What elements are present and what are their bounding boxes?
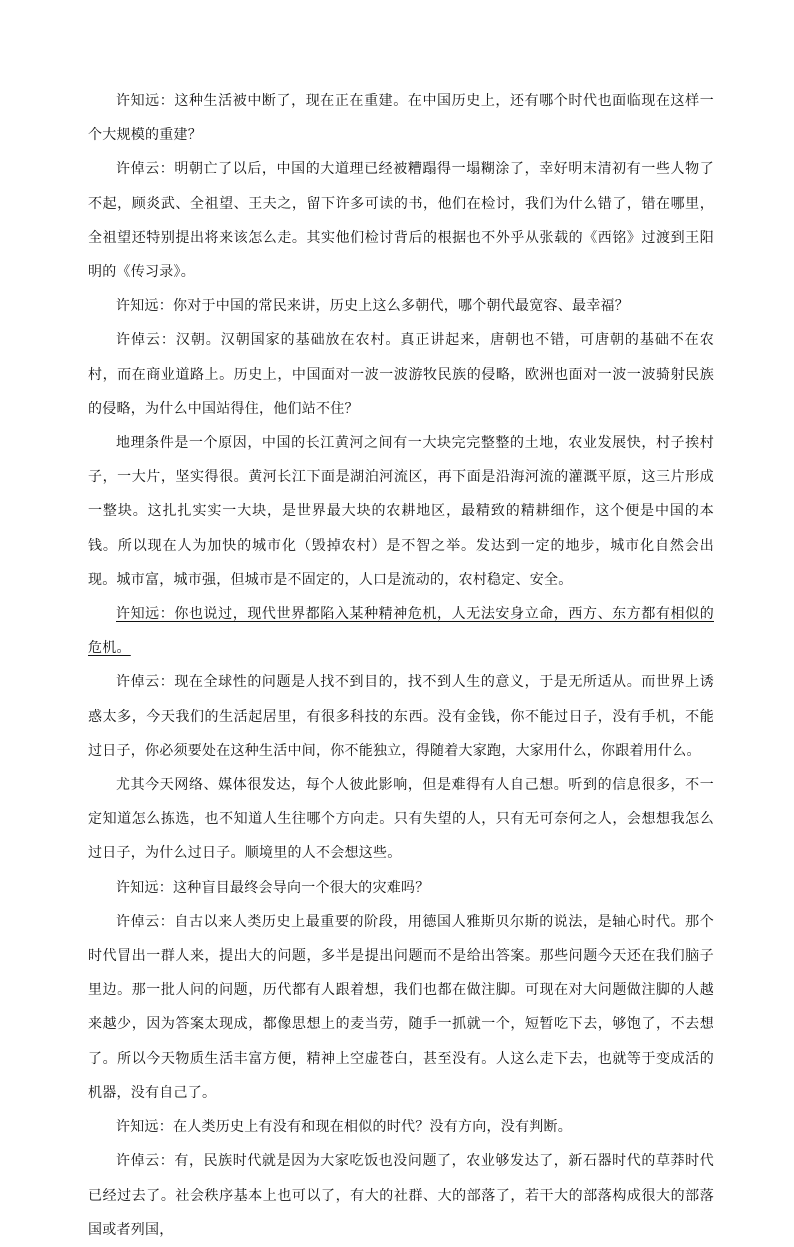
paragraph-11: 许知远：在人类历史上有没有和现在相似的时代？没有方向，没有判断。 (116, 1119, 572, 1136)
paragraph-6: 许知远：你也说过，现代世界都陷入某种精神危机，人无法安身立命，西方、东方都有相似的危机。 (88, 606, 714, 657)
paragraph-5: 地理条件是一个原因，中国的长江黄河之间有一大块完完整整的土地，农业发展快，村子挨村子，一大片，坚实得很。黄河长江下面是湖泊河流区，再下面是沿海河流的灌溉平原，这三片形成一整块。这扎扎实实一大块，是世界最大块的农耕地区，最精致的精耕细作，这个便是中国的本钱。所以现在人为加快的城市化（毁掉农村）是不智之举。发达到一定的地步，城市化自然会出现。城市富，城市强，但城市是不固定的，人口是流动的，农村稳定、安全。 (88, 435, 714, 588)
paragraph-4: 许倬云：汉朝。汉朝国家的基础放在农村。真正讲起来，唐朝也不错，可唐朝的基础不在农村，而在商业道路上。历史上，中国面对一波一波游牧民族的侵略，欧洲也面对一波一波骑射民族的侵略，为什么中国站得住，他们站不住？ (88, 332, 714, 417)
paragraph-8: 尤其今天网络、媒体很发达，每个人彼此影响，但是难得有人自己想。听到的信息很多，不一定知道怎么拣选，也不知道人生往哪个方向走。只有失望的人，只有无可奈何之人，会想想我怎么过日子，为什么过日子。顺境里的人不会想这些。 (88, 777, 714, 862)
paragraph-3: 许知远：你对于中国的常民来讲，历史上这么多朝代，哪个朝代最宽容、最幸福？ (116, 298, 629, 315)
paragraph-10: 许倬云：自古以来人类历史上最重要的阶段，用德国人雅斯贝尔斯的说法，是轴心时代。那个时代冒出一群人来，提出大的问题，多半是提出问题而不是给出答案。那些问题今天还在我们脑子里边。那一批人问的问题，历代都有人跟着想，我们也都在做注脚。可现在对大问题做注脚的人越来越少，因为答案太现成，都像思想上的麦当劳，随手一抓就一个，短暂吃下去，够饱了，不去想了。所以今天物质生活丰富方便，精神上空虚苍白，甚至没有。人这么走下去，也就等于变成活的机器，没有自己了。 (88, 913, 714, 1101)
article-body (88, 84, 714, 1247)
paragraph-7: 许倬云：现在全球性的问题是人找不到目的，找不到人生的意义，于是无所适从。而世界上诱惑太多，今天我们的生活起居里，有很多科技的东西。没有金钱，你不能过日子，没有手机，不能过日子，你必须要处在这种生活中间，你不能独立，得随着大家跑，大家用什么，你跟着用什么。 (88, 674, 714, 759)
paragraph-12: 许倬云：有，民族时代就是因为大家吃饭也没问题了，农业够发达了，新石器时代的草莽时代已经过去了。社会秩序基本上也可以了，有大的社群、大的部落了，若干大的部落构成很大的部落国或者列国， (88, 1153, 714, 1238)
paragraph-2: 许倬云：明朝亡了以后，中国的大道理已经被糟蹋得一塌糊涂了，幸好明末清初有一些人物了不起，顾炎武、全祖望、王夫之，留下许多可读的书，他们在检讨，我们为什么错了，错在哪里，全祖望还特别提出将来该怎么走。其实他们检讨背后的根据也不外乎从张载的《西铭》过渡到王阳明的《传习录》。 (88, 161, 714, 281)
paragraph-1: 许知远：这种生活被中断了，现在正在重建。在中国历史上，还有哪个时代也面临现在这样一个大规模的重建？ (88, 93, 714, 144)
paragraph-9: 许知远：这种盲目最终会导向一个很大的灾难吗？ (116, 879, 430, 896)
